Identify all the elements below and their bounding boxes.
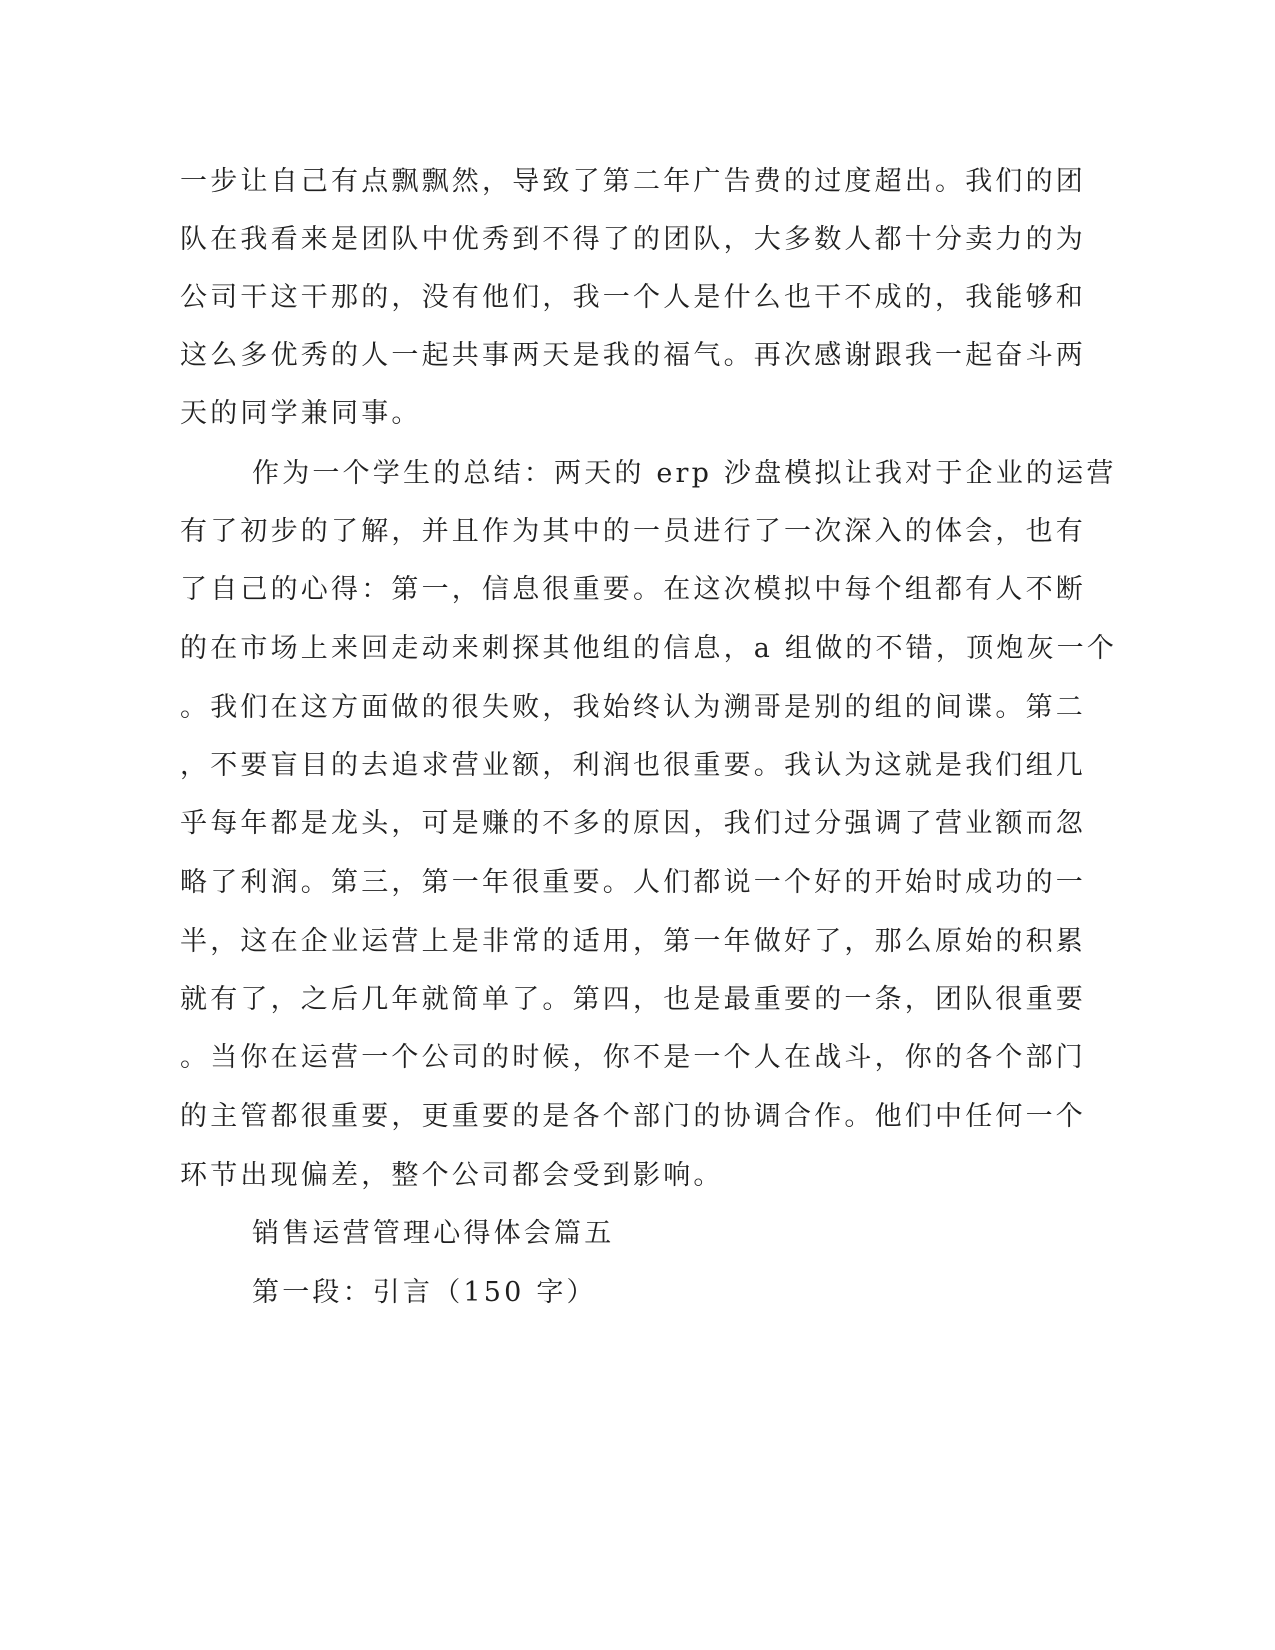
text-line: 半，这在企业运营上是非常的适用，第一年做好了，那么原始的积累 (180, 926, 1086, 957)
text-line: 公司干这干那的，没有他们，我一个人是什么也干不成的，我能够和 (180, 282, 1086, 313)
text-line: 的在市场上来回走动来刺探其他组的信息，a 组做的不错，顶炮灰一个 (180, 633, 1118, 664)
subsection-heading: 第一段：引言（150 字） (252, 1277, 597, 1308)
text-line: 的主管都很重要，更重要的是各个部门的协调合作。他们中任何一个 (180, 1101, 1086, 1132)
text-line: 乎每年都是龙头，可是赚的不多的原因，我们过分强调了营业额而忽 (180, 808, 1086, 839)
text-line: 一步让自己有点飘飘然，导致了第二年广告费的过度超出。我们的团 (180, 166, 1086, 197)
paragraph-start-line: 作为一个学生的总结：两天的 erp 沙盘模拟让我对于企业的运营 (252, 458, 1117, 489)
section-heading: 销售运营管理心得体会篇五 (252, 1218, 615, 1249)
text-line: 。我们在这方面做的很失败，我始终认为溯哥是别的组的间谍。第二 (180, 692, 1086, 723)
text-line: 这么多优秀的人一起共事两天是我的福气。再次感谢跟我一起奋斗两 (180, 340, 1086, 371)
text-line: 。当你在运营一个公司的时候，你不是一个人在战斗，你的各个部门 (180, 1042, 1086, 1073)
text-line: 略了利润。第三，第一年很重要。人们都说一个好的开始时成功的一 (180, 867, 1086, 898)
text-line: 队在我看来是团队中优秀到不得了的团队，大多数人都十分卖力的为 (180, 224, 1086, 255)
text-line: 环节出现偏差，整个公司都会受到影响。 (180, 1160, 724, 1191)
text-line: 天的同学兼同事。 (180, 398, 422, 429)
text-line: 了自己的心得：第一，信息很重要。在这次模拟中每个组都有人不断 (180, 574, 1086, 605)
text-line: ，不要盲目的去追求营业额，利润也很重要。我认为这就是我们组几 (180, 750, 1086, 781)
text-line: 有了初步的了解，并且作为其中的一员进行了一次深入的体会，也有 (180, 516, 1086, 547)
text-line: 就有了，之后几年就简单了。第四，也是最重要的一条，团队很重要 (180, 984, 1086, 1015)
